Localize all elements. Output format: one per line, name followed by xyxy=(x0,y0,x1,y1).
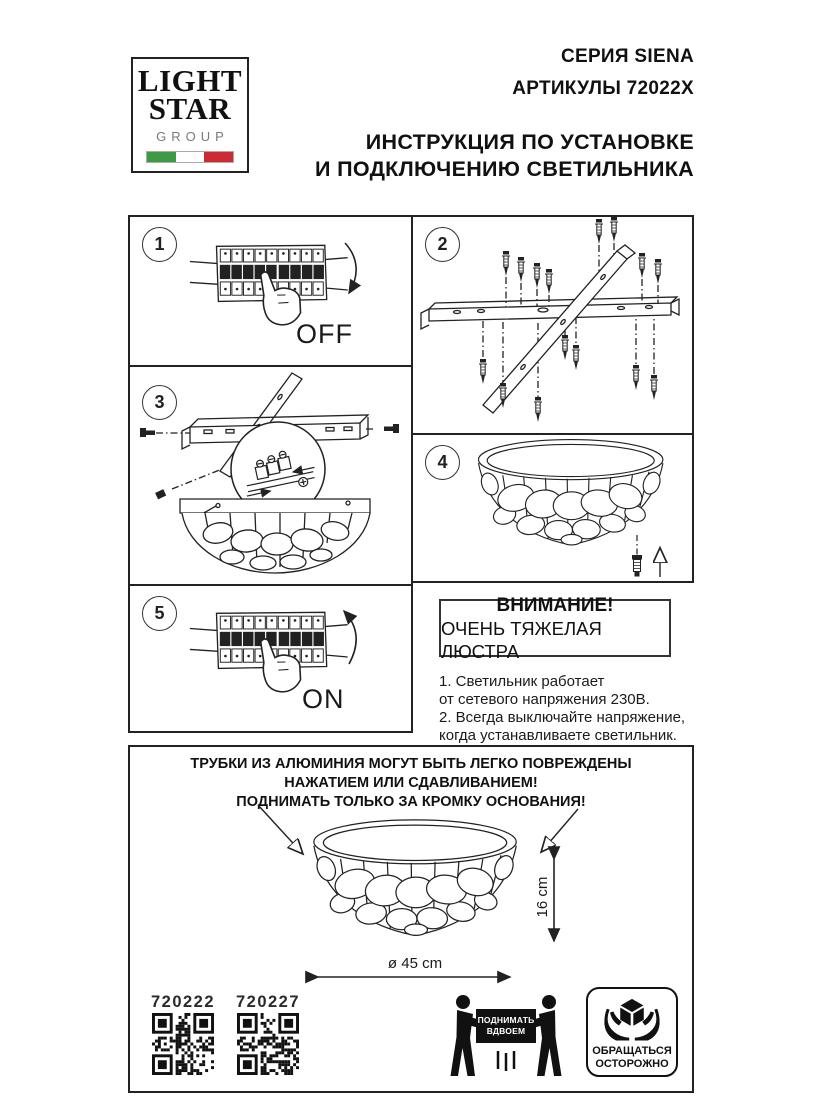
arrow-up-icon xyxy=(344,611,356,664)
pointer-left-icon xyxy=(258,805,302,853)
safety-notes xyxy=(439,673,685,745)
off-label: OFF xyxy=(296,319,353,349)
note-line: когда устанавливаете светильник. xyxy=(439,727,677,744)
handle-with-care-line2: ОСТОРОЖНО xyxy=(595,1058,669,1070)
note-line: от сетевого напряжения 230В. xyxy=(439,691,650,708)
handling-panel xyxy=(128,745,694,1093)
instruction-title-line2: И ПОДКЛЮЧЕНИЮ СВЕТИЛЬНИКА xyxy=(315,157,694,181)
lift-together-line1: ПОДНИМАТЬ xyxy=(477,1015,535,1025)
qr-code-720227 xyxy=(237,1013,299,1075)
step-4-number: 4 xyxy=(425,445,460,480)
step-1-number: 1 xyxy=(142,227,177,262)
arrow-down-icon xyxy=(345,243,356,293)
article-code-720222: 720222 xyxy=(150,993,216,1011)
handle-with-care-line1: ОБРАЩАТЬСЯ xyxy=(592,1045,672,1057)
lightstar-logo xyxy=(131,57,249,173)
logo-word-light: LIGHT xyxy=(137,63,243,98)
attention-box xyxy=(439,594,671,662)
attention-section xyxy=(411,583,694,744)
lift-together-line2: ВДВОЕМ xyxy=(486,1026,526,1036)
header xyxy=(315,45,694,183)
series-title: СЕРИЯ SIENA xyxy=(560,46,694,67)
handling-warning-line2: НАЖАТИЕМ ИЛИ СДАВЛИВАНИЕМ! xyxy=(284,775,538,791)
diameter-dimension-label: ø 45 cm xyxy=(387,955,443,972)
on-label: ON xyxy=(302,684,345,714)
step-5-number: 5 xyxy=(142,596,177,631)
attention-subtitle: ОЧЕНЬ ТЯЖЕЛАЯ ЛЮСТРА xyxy=(441,617,602,662)
instruction-title xyxy=(315,129,694,183)
step-1-panel xyxy=(128,215,413,367)
step-3-number: 3 xyxy=(142,385,177,420)
pointer-right-icon xyxy=(542,809,578,851)
step-3-panel xyxy=(128,365,413,586)
step-2-number: 2 xyxy=(425,227,460,262)
note-line: 1. Светильник работает xyxy=(439,673,605,690)
step-2-panel xyxy=(411,215,694,435)
step-4-panel xyxy=(411,433,694,583)
attention-title: ВНИМАНИЕ! xyxy=(496,594,614,616)
handle-with-care-label xyxy=(592,1045,672,1071)
lift-together-label xyxy=(476,1009,536,1043)
note-line: 2. Всегда выключайте напряжение, xyxy=(439,709,686,726)
handling-warning-line3: ПОДНИМАТЬ ТОЛЬКО ЗА КРОМКУ ОСНОВАНИЯ! xyxy=(236,794,586,810)
instruction-title-line1: ИНСТРУКЦИЯ ПО УСТАНОВКЕ xyxy=(365,130,694,154)
qr-code-720222 xyxy=(152,1013,214,1075)
article-code-720227: 720227 xyxy=(235,993,301,1011)
handle-with-care-badge xyxy=(586,987,678,1077)
height-dimension-label: 16 cm xyxy=(534,876,551,918)
italian-flag-icon xyxy=(146,151,234,163)
logo-word-group: GROUP xyxy=(156,129,229,144)
step-5-panel xyxy=(128,584,413,733)
hands-cube-icon xyxy=(604,996,660,1042)
logo-word-star: STAR xyxy=(148,91,232,126)
articles-title: АРТИКУЛЫ 72022X xyxy=(512,78,694,99)
handling-warning-line1: ТРУБКИ ИЗ АЛЮМИНИЯ МОГУТ БЫТЬ ЛЕГКО ПОВРЕЖДЕНЫ xyxy=(190,756,632,772)
